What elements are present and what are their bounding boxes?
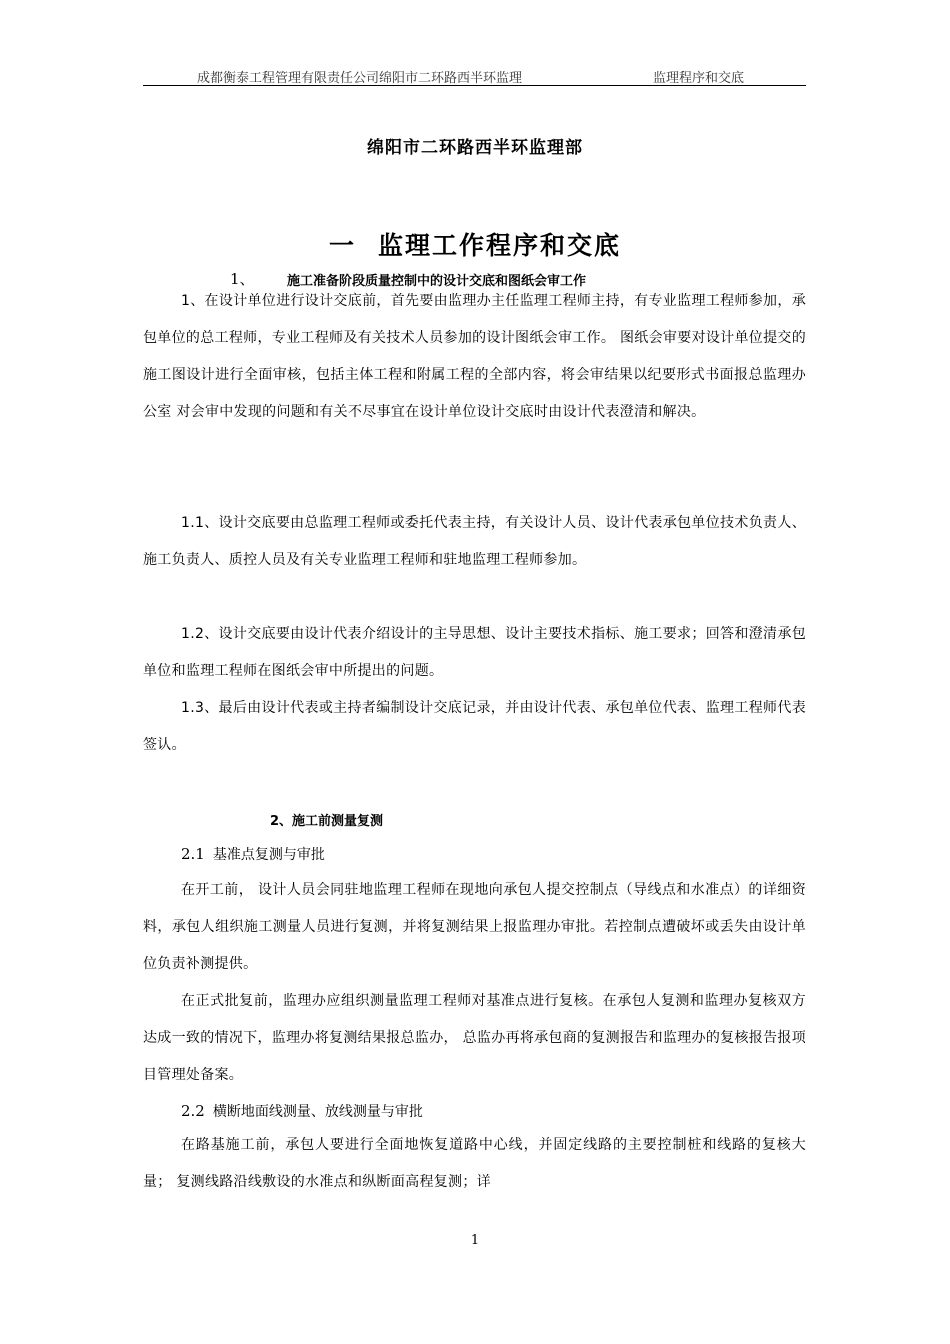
department-title: 绵阳市二环路西半环监理部 <box>367 138 583 158</box>
paragraph: 1.3、最后由设计代表或主持者编制设计交底记录，并由设计代表、承包单位代表、监理工程师代表签认。 <box>143 700 806 753</box>
chapter-title-text: 监理工作程序和交底 <box>378 231 622 260</box>
paragraph: 在正式批复前，监理办应组织测量监理工程师对基准点进行复核。在承包人复测和监理办复核双方达成一致的情况下，监理办将复测结果报总监办， 总监办再将承包商的复测报告和监理办的复核报告报项目管理处备案。 <box>143 993 806 1083</box>
subsection-title: 横断地面线测量、放线测量与审批 <box>212 1104 423 1120</box>
paragraph: 在路基施工前，承包人要进行全面地恢复道路中心线，并固定线路的主要控制桩和线路的复核大量； 复测线路沿线敷设的水准点和纵断面高程复测；详 <box>143 1137 806 1190</box>
paragraph: 1、在设计单位进行设计交底前，首先要由监理办主任监理工程师主持，有专业监理工程师参加，承包单位的总工程师，专业工程师及有关技术人员参加的设计图纸会审工作。 图纸会审要对设计单位提交的施工图设计进行全面审核，包括主体工程和附属工程的全部内容，将会审结果以纪要形式书面报总监理办公室 对会审中发现的问题和有关不尽事宜在设计单位设计交底时由设计代表澄清和解决。 <box>143 293 806 420</box>
header-company: 成都衡泰工程管理有限责任公司绵阳市二环路西半环监理 <box>197 71 523 86</box>
section-1-title: 施工准备阶段质量控制中的设计交底和图纸会审工作 <box>287 274 587 289</box>
page-header <box>143 66 806 86</box>
subsection-2-1-heading <box>181 844 325 864</box>
subsection-number: 2.2 <box>181 1102 205 1120</box>
subsection-title: 基准点复测与审批 <box>212 847 325 863</box>
chapter-title <box>0 226 950 262</box>
section-2-heading: 2、施工前测量复测 <box>270 814 384 829</box>
paragraph: 在开工前， 设计人员会同驻地监理工程师在现地向承包人提交控制点（导线点和水准点）的详细资料，承包人组织施工测量人员进行复测，并将复测结果上报监理办审批。若控制点遭破坏或丢失由设计单位负责补测提供。 <box>143 882 806 972</box>
subsection-2-2-heading <box>181 1101 423 1121</box>
section-1-number: 1、 <box>230 270 255 288</box>
header-section: 监理程序和交底 <box>653 71 745 86</box>
page-number: 1 <box>470 1233 480 1248</box>
subsection-number: 2.1 <box>181 845 205 863</box>
paragraph: 1.1、设计交底要由总监理工程师或委托代表主持，有关设计人员、设计代表承包单位技术负责人、施工负责人、质控人员及有关专业监理工程师和驻地监理工程师参加。 <box>143 515 806 568</box>
chapter-number: 一 <box>328 231 356 260</box>
paragraph: 1.2、设计交底要由设计代表介绍设计的主导思想、设计主要技术指标、施工要求；回答和澄清承包单位和监理工程师在图纸会审中所提出的问题。 <box>143 626 806 679</box>
